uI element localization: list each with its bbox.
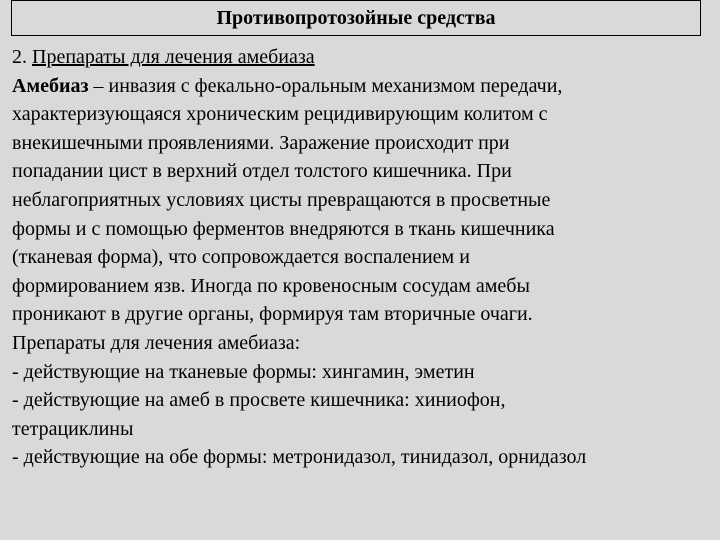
list-item: - действующие на амеб в просвете кишечника: хиниофон, (12, 389, 506, 412)
text-line: характеризующаяся хроническим рецидивирующим колитом с (12, 103, 548, 126)
slide-title: Противопротозойные средства (216, 6, 496, 29)
slide-title-box (11, 0, 701, 36)
slide-content (12, 43, 712, 472)
text-line: (тканевая форма), что сопровождается воспалением и (12, 246, 470, 269)
heading-text: Препараты для лечения амебиаза (32, 46, 315, 68)
text-line: проникают в другие органы, формируя там вторичные очаги. (12, 303, 533, 326)
text-line: формированием язв. Иногда по кровеносным сосудам амебы (12, 274, 530, 297)
list-item: - действующие на обе формы: метронидазол, тинидазол, орнидазол (12, 446, 587, 469)
text-line: внекишечными проявлениями. Заражение происходит при (12, 131, 510, 154)
text-line: Препараты для лечения амебиаза: (12, 331, 301, 354)
text-line: – инвазия с фекально-оральным механизмом передачи, (88, 74, 563, 97)
text-line: попадании цист в верхний отдел толстого кишечника. При (12, 160, 512, 183)
text-line: формы и с помощью ферментов внедряются в ткань кишечника (12, 217, 555, 240)
heading-line (12, 43, 712, 72)
text-line: тетрациклины (12, 417, 134, 440)
definition-line (12, 72, 712, 101)
term-amebiasis: Амебиаз (12, 74, 89, 97)
text-line: неблагоприятных условиях цисты превращаются в просветные (12, 188, 551, 211)
heading-number: 2. (12, 46, 32, 68)
list-item: - действующие на тканевые формы: хингамин, эметин (12, 360, 475, 383)
